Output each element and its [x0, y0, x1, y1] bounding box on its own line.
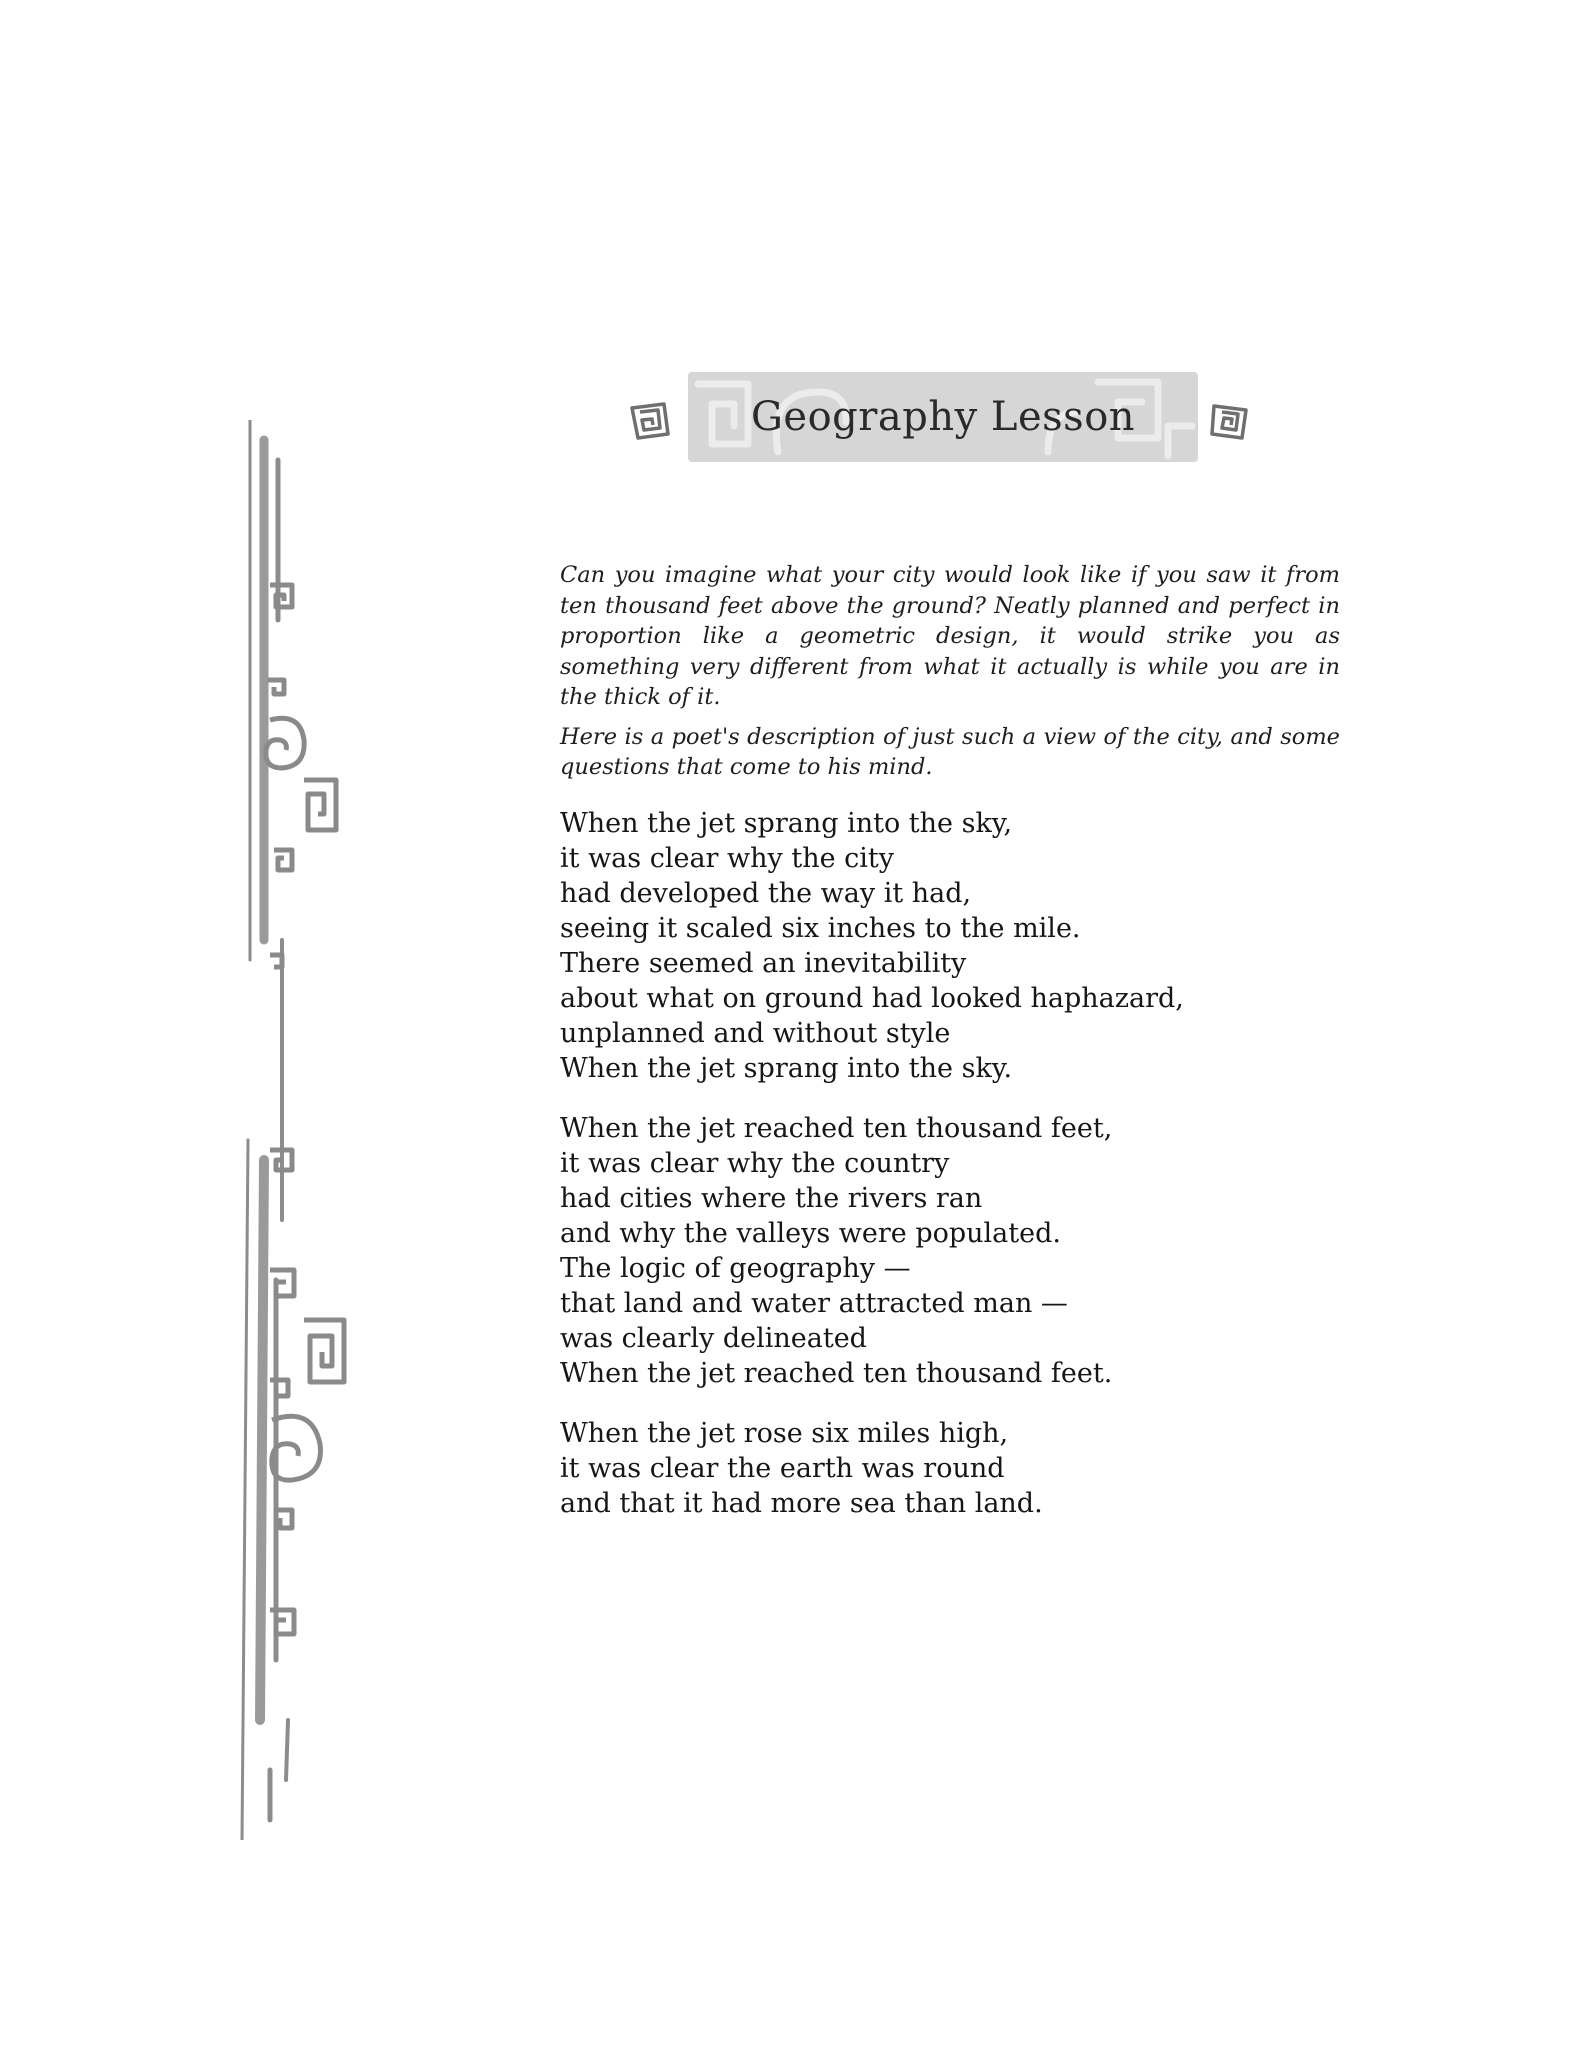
- poem-line: it was clear why the city: [560, 843, 895, 874]
- stanza: [560, 1111, 1320, 1391]
- poem-line: and that it had more sea than land.: [560, 1488, 1043, 1519]
- poem-line: The logic of geography —: [560, 1253, 911, 1284]
- poem-line: unplanned and without style: [560, 1018, 951, 1049]
- margin-spiral-ornament: [230, 420, 360, 1840]
- poem-line: When the jet sprang into the sky.: [560, 1053, 1013, 1084]
- title-banner: [688, 372, 1198, 462]
- intro-text: [560, 560, 1340, 792]
- poem-line: seeing it scaled six inches to the mile.: [560, 913, 1081, 944]
- title-banner-group: [628, 372, 1260, 472]
- poem-line: that land and water attracted man —: [560, 1288, 1068, 1319]
- poem-line: it was clear why the country: [560, 1148, 950, 1179]
- poem-line: and why the valleys were populated.: [560, 1218, 1061, 1249]
- intro-paragraph: Can you imagine what your city would look like if you saw it from ten thousand feet above the ground? Neatly planned and perfect in proportion like a geometric design, it would strike you as something very different from what it actually is while you are in the thick of it.: [560, 562, 1340, 710]
- spiral-icon: [628, 398, 672, 442]
- poem-line: When the jet sprang into the sky,: [560, 808, 1013, 839]
- poem-line: it was clear the earth was round: [560, 1453, 1005, 1484]
- stanza: [560, 806, 1320, 1086]
- page-title: Geography Lesson: [750, 394, 1136, 440]
- poem-line: had developed the way it had,: [560, 878, 972, 909]
- poem-line: about what on ground had looked haphazard,: [560, 983, 1184, 1014]
- spiral-icon: [1208, 398, 1252, 442]
- poem-line: When the jet reached ten thousand feet.: [560, 1358, 1113, 1389]
- poem-line: was clearly delineated: [560, 1323, 867, 1354]
- intro-paragraph: Here is a poet's description of just such a view of the city, and some questions that come to his mind.: [560, 723, 1340, 780]
- poem: [560, 806, 1320, 1546]
- stanza: [560, 1416, 1320, 1521]
- poem-line: There seemed an inevitability: [560, 948, 967, 979]
- poem-line: had cities where the rivers ran: [560, 1183, 983, 1214]
- poem-line: When the jet reached ten thousand feet,: [560, 1113, 1113, 1144]
- poem-line: When the jet rose six miles high,: [560, 1418, 1009, 1449]
